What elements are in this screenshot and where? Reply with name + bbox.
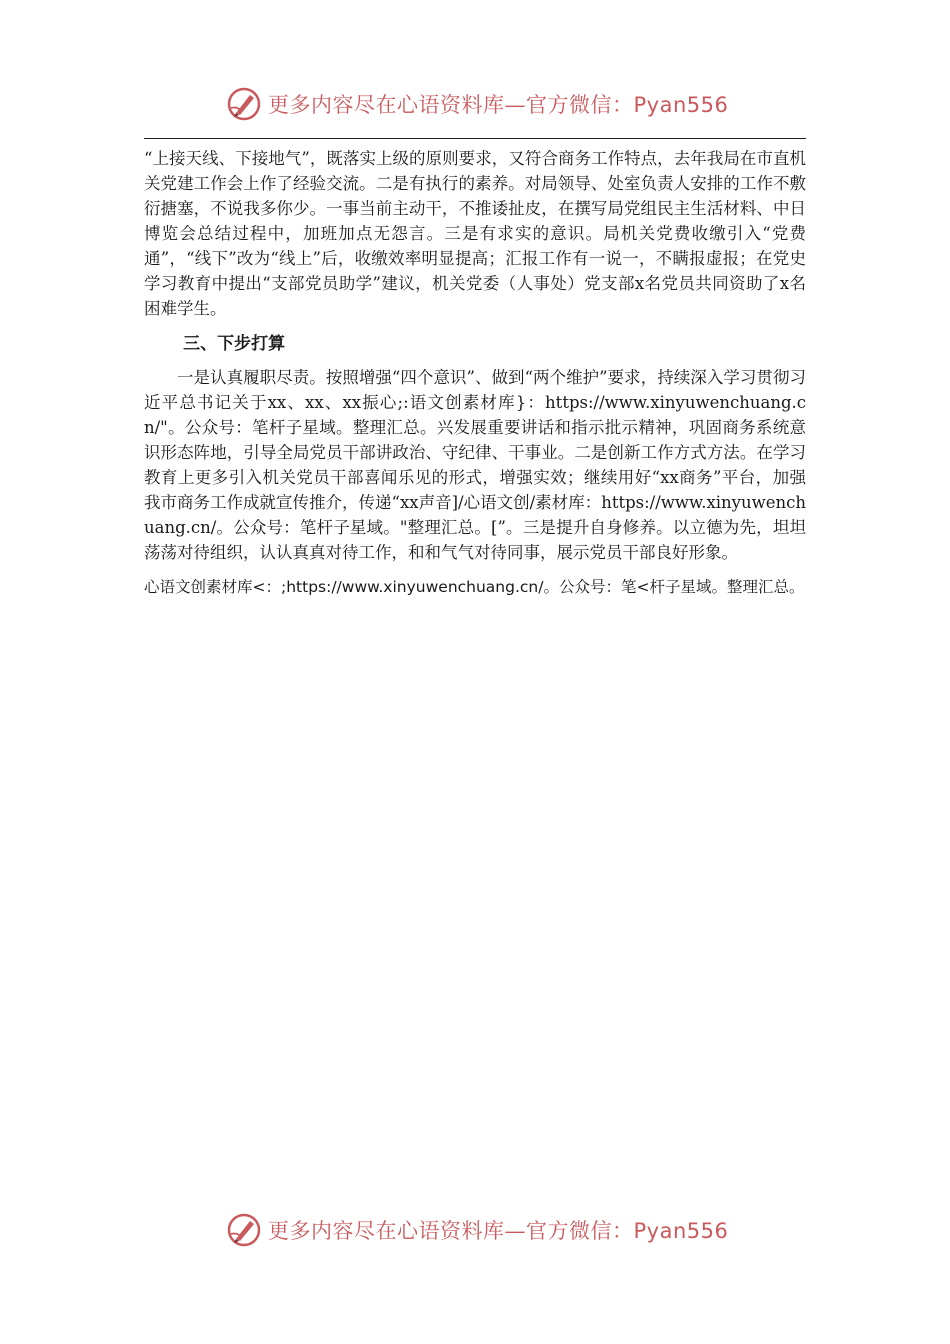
section-heading: 三、下步打算: [183, 334, 286, 354]
banner-text: 更多内容尽在心语资料库—官方微信：Pyan556: [268, 93, 729, 117]
header-rule: [144, 138, 806, 139]
document-body: [144, 146, 806, 599]
paragraph-2: 一是认真履职尽责。按照增强“四个意识”、做到“两个维护”要求，持续深入学习贯彻习近平总书记关于xx、xx、xx振心;:语文创素材库}：https://www.xinyuwenchuang.cn/"。公众号：笔杆子星域。整理汇总。兴发展重要讲话和指示批示精神，巩固商务系统意识形态阵地，引导全局党员干部讲政治、守纪律、干事业。二是创新工作方式方法。在学习教育上更多引入机关党员干部喜闻乐见的形式，增强实效；继续用好“xx商务”平台，加强我市商务工作成就宣传推介，传递“xx声音]/心语文创/素材库：https://www.xinyuwenchuang.cn/。公众号：笔杆子星域。"整理汇总。[”。三是提升自身修养。以立德为先，坦坦荡荡对待组织，认认真真对待工作，和和气气对待同事，展示党员干部良好形象。: [144, 368, 806, 562]
source-note: 心语文创素材库<：;https://www.xinyuwenchuang.cn/。公众号：笔<杆子星域。整理汇总。: [144, 578, 805, 596]
wechat-id: Pyan556: [633, 1219, 729, 1243]
pen-circle-logo-icon: [226, 86, 262, 122]
header-banner: [0, 80, 950, 130]
footer-banner: [0, 1206, 950, 1256]
pen-circle-logo-icon: [226, 1212, 262, 1248]
wechat-id: Pyan556: [633, 93, 729, 117]
paragraph-1: “上接天线、下接地气”，既落实上级的原则要求，又符合商务工作特点，去年我局在市直机关党建工作会上作了经验交流。二是有执行的素养。对局领导、处室负责人安排的工作不敷衍搪塞，不说我多你少。一事当前主动干，不推诿扯皮，在撰写局党组民主生活材料、中日博览会总结过程中，加班加点无怨言。三是有求实的意识。局机关党费收缴引入“党费通”，“线下”改为“线上”后，收缴效率明显提高；汇报工作有一说一，不瞒报虚报；在党史学习教育中提出“支部党员助学”建议，机关党委（人事处）党支部x名党员共同资助了x名困难学生。: [144, 149, 806, 318]
banner-text: 更多内容尽在心语资料库—官方微信：Pyan556: [268, 1219, 729, 1243]
